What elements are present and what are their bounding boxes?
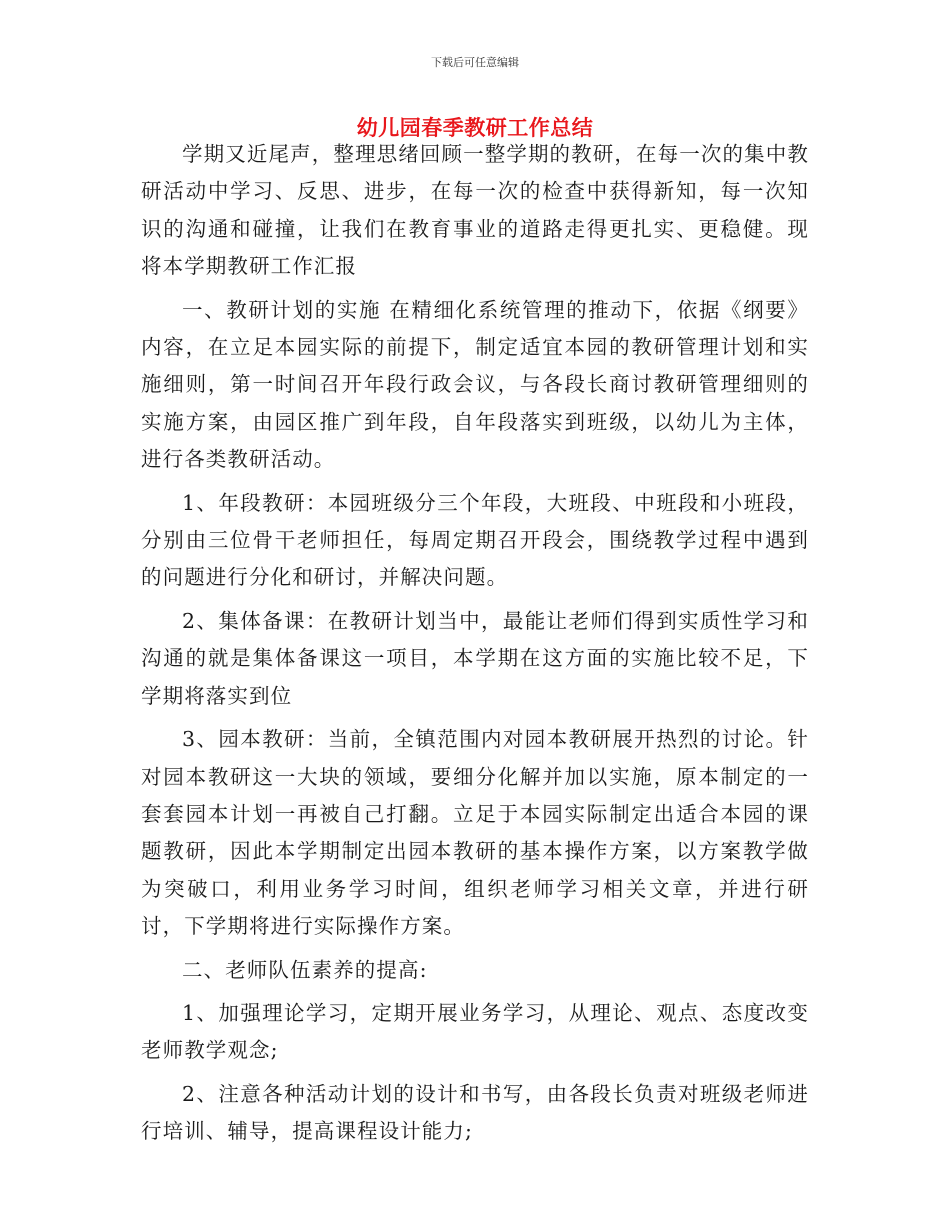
paragraph-section-2-heading: 二、老师队伍素养的提高:	[182, 957, 428, 982]
page-header-note: 下载后可任意编辑	[431, 56, 519, 69]
paragraph-theory-study: 1、加强理论学习，定期开展业务学习，从理论、观点、态度改变老师教学观念;	[141, 1000, 809, 1063]
document-title: 幼儿园春季教研工作总结	[356, 116, 594, 140]
paragraph-grade-research: 1、年段教研：本园班级分三个年段，大班段、中班段和小班段，分别由三位骨干老师担任，每周定期召开段会，围绕教学过程中遇到的问题进行分化和研讨，并解决问题。	[141, 490, 809, 590]
paragraph-activity-planning: 2、注意各种活动计划的设计和书写，由各段长负责对班级老师进行培训、辅导，提高课程设计能力;	[141, 1081, 809, 1144]
paragraph-school-based-research: 3、园本教研：当前，全镇范围内对园本教研展开热烈的讨论。针对园本教研这一大块的领域，要细分化解并加以实施，原本制定的一套套园本计划一再被自己打翻。立足于本园实际制定出适合本园的课题教研，因此本学期制定出园本教研的基本操作方案，以方案教学做为突破口，利用业务学习时间，组织老师学习相关文章，并进行研讨，下学期将进行实际操作方案。	[141, 727, 809, 939]
paragraph-group-lesson-prep: 2、集体备课：在教研计划当中，最能让老师们得到实质性学习和沟通的就是集体备课这一项目，本学期在这方面的实施比较不足，下学期将落实到位	[141, 608, 809, 708]
paragraph-section-1: 一、教研计划的实施 在精细化系统管理的推动下，依据《纲要》内容，在立足本园实际的前提下，制定适宜本园的教研管理计划和实施细则，第一时间召开年段行政会议，与各段长商讨教研管理细则的实施方案，由园区推广到年段，自年段落实到班级，以幼儿为主体，进行各类教研活动。	[141, 297, 809, 472]
paragraph-intro: 学期又近尾声，整理思绪回顾一整学期的教研，在每一次的集中教研活动中学习、反思、进步，在每一次的检查中获得新知，每一次知识的沟通和碰撞，让我们在教育事业的道路走得更扎实、更稳健。现将本学期教研工作汇报	[141, 142, 809, 279]
document-body	[141, 136, 809, 1151]
